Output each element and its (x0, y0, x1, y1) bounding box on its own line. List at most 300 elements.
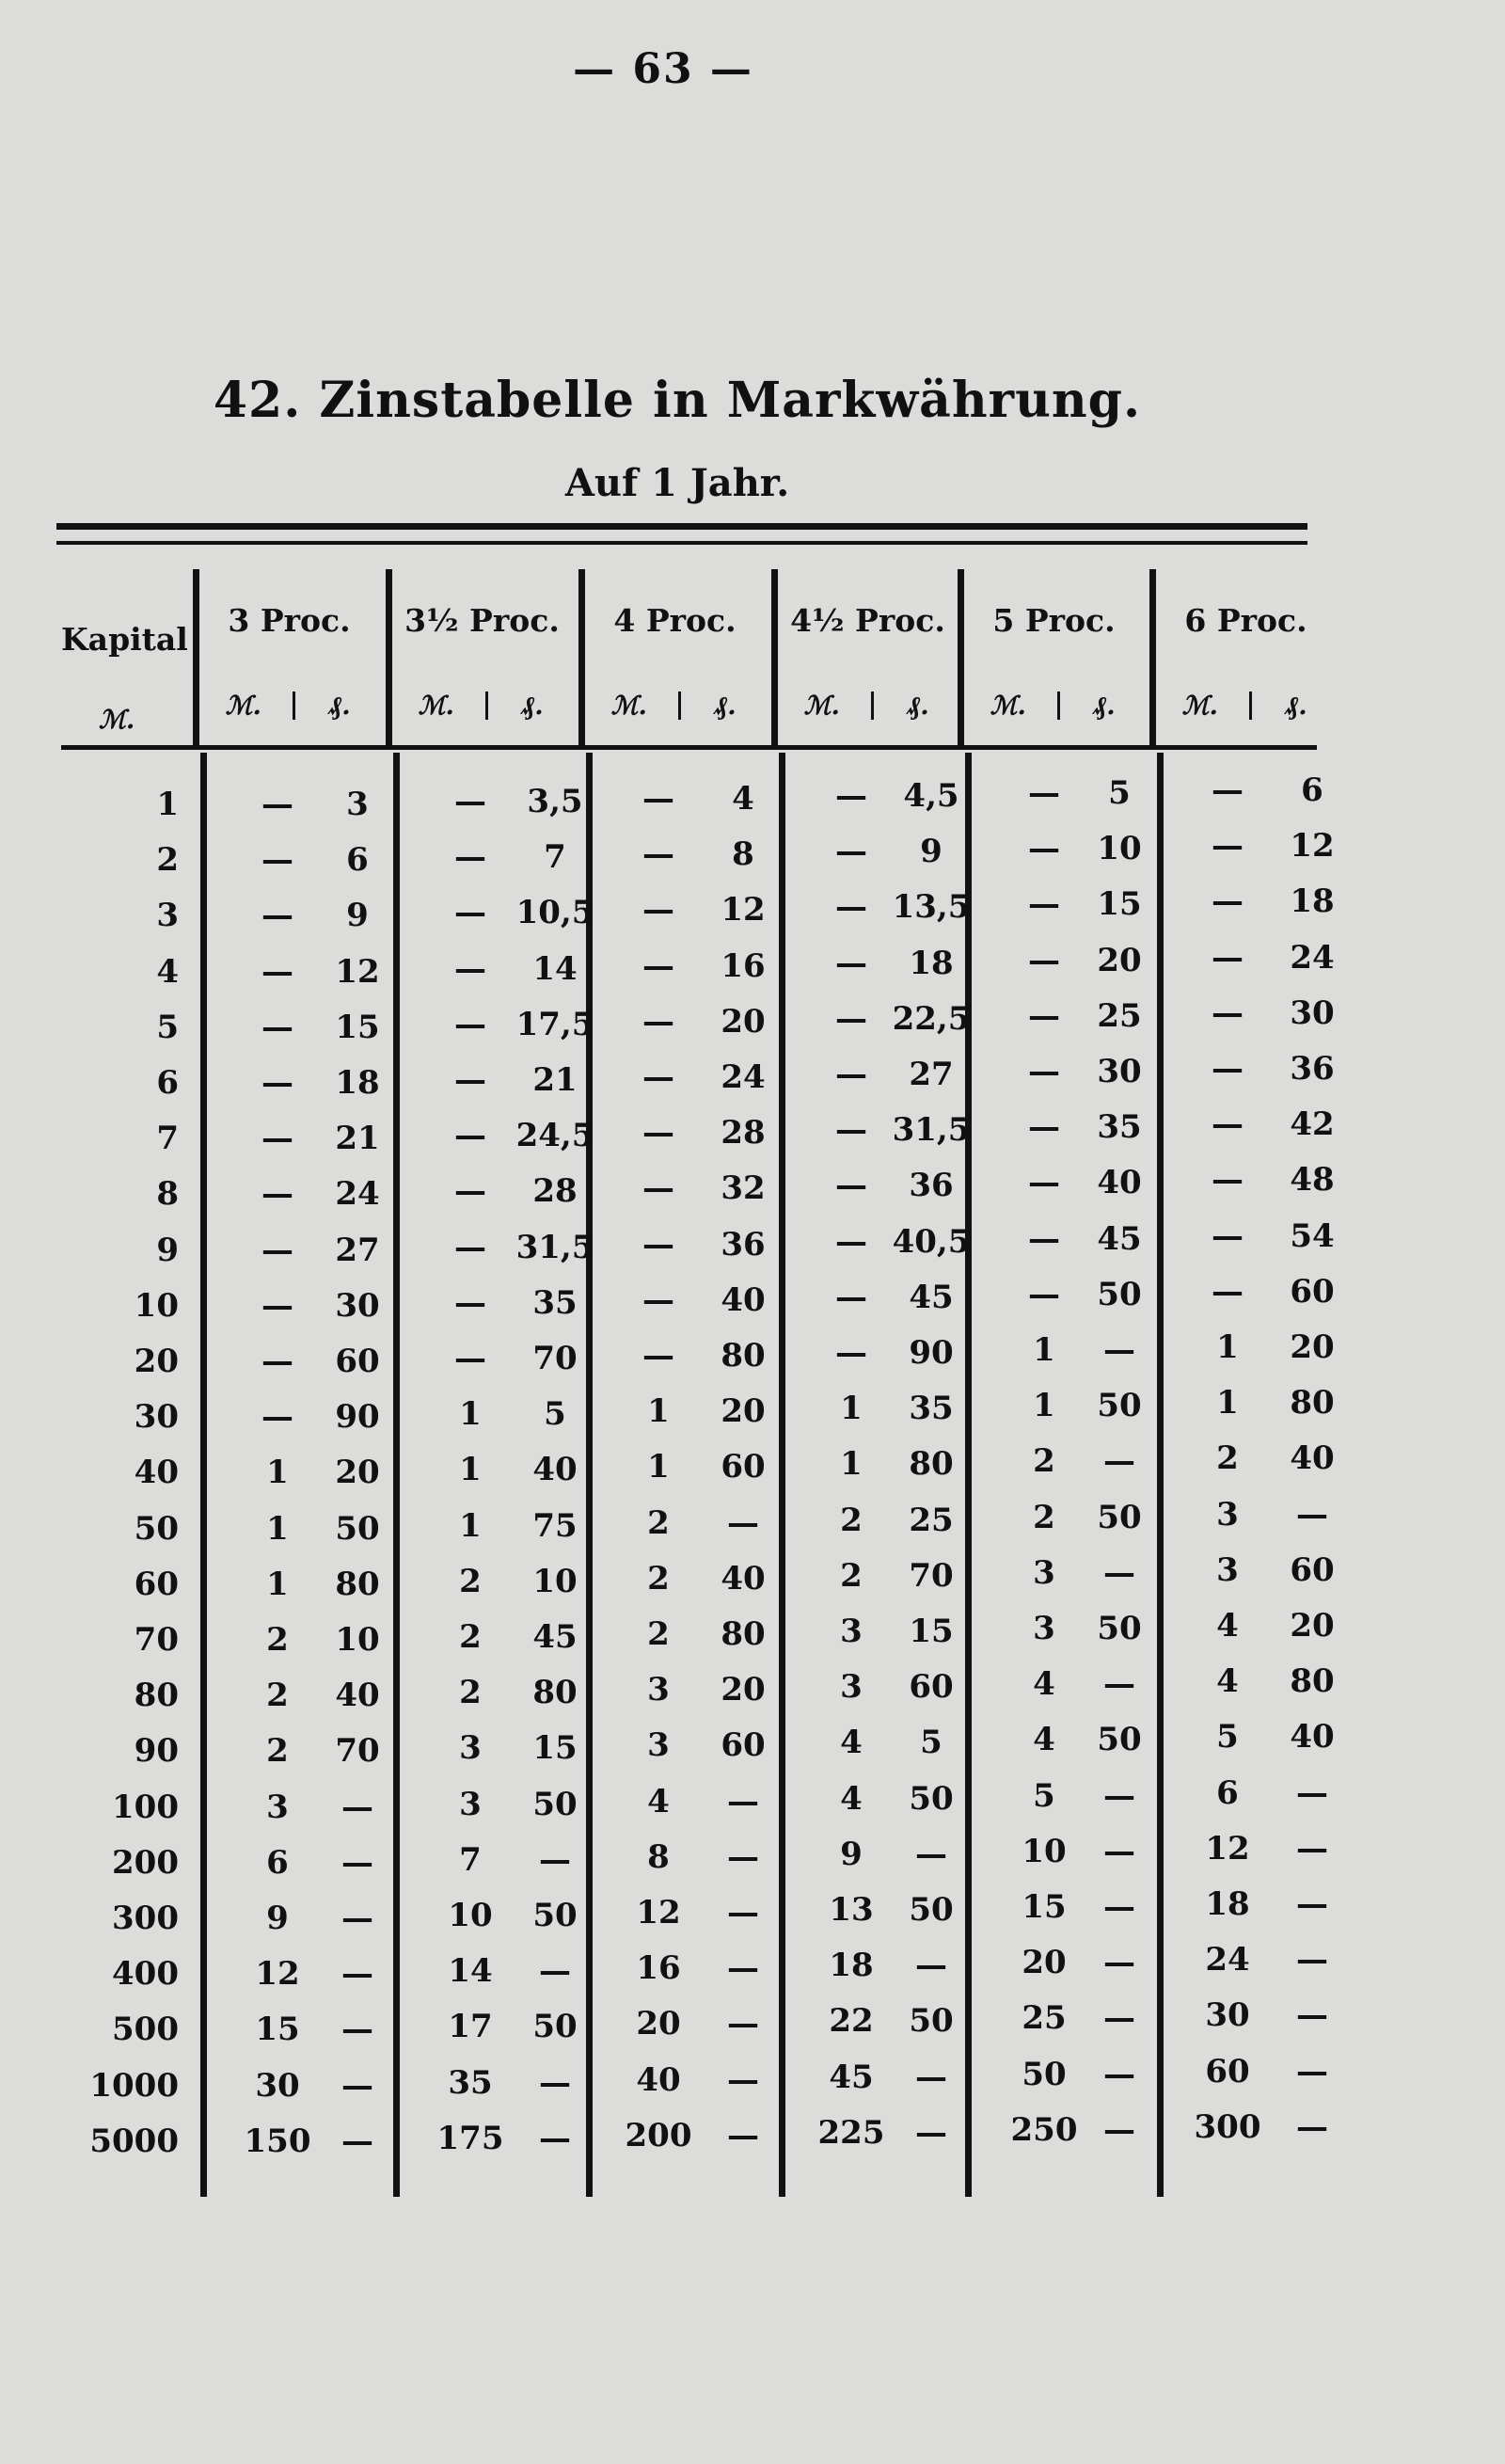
pfennig-cell: 3 (346, 786, 369, 823)
mark-cell: 250 (1010, 2110, 1078, 2149)
pfennig-cell: 20 (721, 1002, 766, 1041)
pfennig-cell: 60 (1290, 1272, 1335, 1311)
mark-cell: — (835, 999, 867, 1038)
mark-cell: 15 (1022, 1888, 1067, 1926)
mark-cell: 60 (1205, 2052, 1250, 2090)
pfennig-cell: 7 (544, 838, 566, 877)
pfennig-cell: 40,5 (892, 1222, 971, 1261)
pfennig-cell: 12 (1290, 827, 1335, 866)
pfennig-cell: 50 (1097, 1498, 1142, 1536)
mark-cell: — (261, 1008, 293, 1046)
pfennig-cell: 40 (1290, 1718, 1335, 1757)
pfennig-cell: — (341, 1788, 373, 1826)
column-header-label: 3½ Proc. (404, 602, 560, 639)
unit-pfennig: ₰. (1093, 692, 1116, 721)
group-divider-header (1149, 569, 1156, 748)
mark-cell: 1 (459, 1506, 482, 1545)
pfennig-cell: 80 (335, 1565, 380, 1603)
mark-cell: — (1212, 827, 1244, 866)
pfennig-cell: 31,5 (892, 1111, 971, 1150)
pfennig-cell: 24 (1290, 938, 1335, 977)
mark-cell: 3 (840, 1613, 863, 1650)
pfennig-cell: — (1103, 1944, 1135, 1982)
table-title: 42. Zinstabelle in Markwährung. (213, 372, 1142, 429)
mark-cell: 5 (1033, 1776, 1055, 1815)
capital-header: Kapital (61, 621, 188, 658)
pfennig-cell: 40 (1097, 1164, 1142, 1202)
mark-cell: 2 (647, 1615, 670, 1653)
pfennig-cell: — (727, 1894, 759, 1931)
pfennig-cell: 18 (909, 944, 954, 982)
pfennig-cell: 70 (335, 1732, 380, 1771)
mark-cell: 45 (829, 2058, 874, 2096)
mark-cell: — (454, 1061, 486, 1099)
pfennig-cell: 80 (721, 1337, 766, 1375)
pfennig-cell: 50 (1097, 1610, 1142, 1647)
mark-cell: 1 (1033, 1387, 1055, 1425)
pfennig-cell: — (1103, 1331, 1135, 1369)
header-rule (61, 745, 1317, 750)
pfennig-cell: 80 (1290, 1662, 1335, 1701)
pfennig-cell: 20 (721, 1392, 766, 1431)
pfennig-cell: 60 (721, 1448, 766, 1486)
pfennig-cell: 50 (909, 1891, 954, 1929)
pfennig-cell: 21 (532, 1061, 578, 1099)
pfennig-cell: 30 (1290, 994, 1335, 1032)
pfennig-cell: — (539, 2119, 571, 2157)
pfennig-cell: 9 (346, 897, 369, 935)
mark-cell: — (835, 1056, 867, 1093)
mark-cell: — (454, 1228, 486, 1266)
mark-cell: 2 (840, 1501, 863, 1539)
mark-cell: — (1212, 1216, 1244, 1255)
mark-cell: 1 (459, 1451, 482, 1489)
mark-cell: 17 (448, 2008, 493, 2046)
mark-cell: — (454, 949, 486, 988)
mark-cell: 2 (459, 1618, 482, 1656)
pfennig-cell: 70 (532, 1340, 578, 1377)
pfennig-cell: 6 (346, 841, 369, 880)
group-divider-header (578, 569, 585, 748)
mark-cell: — (1028, 996, 1060, 1035)
mark-cell: — (261, 786, 293, 823)
pfennig-cell: 8 (732, 835, 754, 874)
mark-cell: — (261, 1120, 293, 1158)
mark-cell: 150 (244, 2122, 311, 2160)
mark-cell: — (835, 833, 867, 871)
mark-cell: — (835, 1111, 867, 1150)
mark-cell: — (835, 1167, 867, 1205)
mark-cell: 5 (1216, 1718, 1239, 1757)
unit-mark: ℳ. (990, 692, 1026, 721)
pfennig-cell: 90 (909, 1334, 954, 1372)
capital-unit: ℳ. (99, 706, 135, 735)
mark-cell: 3 (647, 1671, 670, 1709)
pfennig-cell: 15 (909, 1613, 954, 1650)
mark-cell: — (642, 780, 674, 818)
pfennig-cell: 75 (532, 1506, 578, 1545)
mark-cell: — (1028, 1053, 1060, 1090)
pfennig-cell: — (1296, 2107, 1328, 2146)
pfennig-cell: — (727, 1949, 759, 1988)
pfennig-cell: — (539, 1952, 571, 1991)
pfennig-cell: 20 (721, 1671, 766, 1709)
mark-cell: 4 (1033, 1665, 1055, 1704)
mark-cell: — (261, 1398, 293, 1437)
mark-cell: 3 (1216, 1495, 1239, 1534)
mark-cell: 3 (647, 1726, 670, 1765)
mark-cell: 2 (266, 1677, 289, 1715)
mark-cell: — (261, 952, 293, 991)
pfennig-cell: — (1296, 2052, 1328, 2090)
mark-cell: 4 (1216, 1662, 1239, 1701)
mark-cell: — (835, 888, 867, 927)
mark-cell: — (454, 1172, 486, 1211)
mark-cell: 12 (255, 1955, 300, 1994)
pfennig-cell: 40 (532, 1451, 578, 1489)
pfennig-cell: 36 (721, 1225, 766, 1264)
capital-cell: 400 (112, 1955, 179, 1994)
capital-cell: 8 (156, 1175, 179, 1214)
pfennig-cell: — (1103, 1888, 1135, 1926)
capital-cell: 6 (156, 1064, 179, 1102)
pfennig-cell: 80 (532, 1674, 578, 1712)
pfennig-cell: 40 (721, 1559, 766, 1598)
mark-cell: 18 (829, 1947, 874, 1985)
pfennig-cell: 45 (1097, 1219, 1142, 1258)
pfennig-cell: 16 (721, 946, 766, 985)
mark-cell: 1 (840, 1445, 863, 1484)
mark-cell: — (642, 946, 674, 985)
pfennig-cell: — (1103, 1665, 1135, 1704)
capital-cell: 1 (156, 786, 179, 823)
pfennig-cell: — (1103, 1999, 1135, 2038)
pfennig-cell: 5 (1108, 774, 1131, 812)
pfennig-cell: 4,5 (903, 777, 959, 815)
group-divider-body (200, 753, 207, 2197)
unit-pfennig: ₰. (907, 692, 929, 721)
capital-cell: 1000 (89, 2066, 179, 2105)
pfennig-cell: 45 (532, 1618, 578, 1656)
unit-pfennig: ₰. (521, 692, 544, 721)
mark-cell: — (835, 1334, 867, 1372)
pfennig-cell: — (727, 1503, 759, 1542)
unit-divider (678, 692, 681, 720)
pfennig-cell: 12 (721, 891, 766, 930)
pfennig-cell: — (539, 2063, 571, 2102)
pfennig-cell: 50 (532, 2008, 578, 2046)
pfennig-cell: 70 (909, 1556, 954, 1595)
capital-cell: 7 (156, 1120, 179, 1158)
mark-cell: 2 (459, 1674, 482, 1712)
mark-cell: — (642, 1058, 674, 1096)
mark-cell: 30 (1205, 1996, 1250, 2035)
mark-cell: 10 (448, 1897, 493, 1934)
mark-cell: — (642, 1114, 674, 1153)
mark-cell: 1 (459, 1395, 482, 1434)
mark-cell: — (1212, 994, 1244, 1032)
unit-mark: ℳ. (610, 692, 647, 721)
unit-mark: ℳ. (418, 692, 454, 721)
pfennig-cell: — (727, 2116, 759, 2154)
mark-cell: — (1028, 1108, 1060, 1147)
mark-cell: — (1028, 941, 1060, 979)
pfennig-cell: 60 (909, 1668, 954, 1707)
capital-cell: 3 (156, 897, 179, 935)
mark-cell: — (1212, 882, 1244, 921)
unit-divider (293, 692, 295, 720)
mark-cell: 3 (459, 1729, 482, 1768)
mark-cell: — (454, 838, 486, 877)
mark-cell: 1 (647, 1392, 670, 1431)
mark-cell: 50 (1022, 2055, 1067, 2093)
unit-pfennig: ₰. (328, 692, 351, 721)
mark-cell: 9 (840, 1835, 863, 1873)
mark-cell: 1 (266, 1565, 289, 1603)
column-header-label: 4 Proc. (613, 602, 737, 639)
mark-cell: 1 (840, 1390, 863, 1428)
mark-cell: — (454, 894, 486, 932)
pfennig-cell: 9 (920, 833, 943, 871)
mark-cell: 24 (1205, 1941, 1250, 1979)
unit-divider (871, 692, 874, 720)
mark-cell: — (261, 1064, 293, 1102)
mark-cell: — (261, 1286, 293, 1325)
mark-cell: — (1028, 830, 1060, 868)
pfennig-cell: 36 (909, 1167, 954, 1205)
pfennig-cell: — (341, 1955, 373, 1994)
pfennig-cell: — (1296, 1885, 1328, 1923)
pfennig-cell: — (1103, 1442, 1135, 1481)
pfennig-cell: 80 (1290, 1384, 1335, 1423)
mark-cell: — (1028, 1164, 1060, 1202)
pfennig-cell: 15 (335, 1008, 380, 1046)
pfennig-cell: 50 (532, 1785, 578, 1823)
mark-cell: — (261, 897, 293, 935)
mark-cell: 4 (1033, 1721, 1055, 1759)
mark-cell: 2 (459, 1562, 482, 1600)
mark-cell: — (835, 1222, 867, 1261)
mark-cell: 12 (636, 1894, 681, 1931)
pfennig-cell: — (1296, 1996, 1328, 2035)
mark-cell: — (642, 1225, 674, 1264)
mark-cell: 2 (1216, 1439, 1239, 1478)
capital-cell: 9 (156, 1231, 179, 1269)
mark-cell: 2 (840, 1556, 863, 1595)
pfennig-cell: 50 (909, 1779, 954, 1818)
pfennig-cell: 50 (909, 2002, 954, 2041)
mark-cell: 3 (840, 1668, 863, 1707)
mark-cell: — (1028, 1219, 1060, 1258)
mark-cell: 13 (829, 1891, 874, 1929)
mark-cell: 7 (459, 1840, 482, 1879)
pfennig-cell: — (1296, 1773, 1328, 1812)
pfennig-cell: 14 (532, 949, 578, 988)
mark-cell: — (642, 835, 674, 874)
mark-cell: 20 (636, 2005, 681, 2043)
mark-cell: — (454, 1283, 486, 1322)
capital-cell: 4 (156, 952, 179, 991)
pfennig-cell: 27 (335, 1231, 380, 1269)
mark-cell: 4 (1216, 1607, 1239, 1645)
pfennig-cell: 54 (1290, 1216, 1335, 1255)
capital-cell: 5000 (89, 2122, 179, 2160)
pfennig-cell: 30 (335, 1286, 380, 1325)
pfennig-cell: — (341, 2066, 373, 2105)
pfennig-cell: 25 (1097, 996, 1142, 1035)
pfennig-cell: — (1103, 2110, 1135, 2149)
unit-mark: ℳ. (803, 692, 840, 721)
mark-cell: 6 (266, 1843, 289, 1882)
mark-cell: — (642, 1002, 674, 1041)
mark-cell: 35 (448, 2063, 493, 2102)
mark-cell: — (1212, 1272, 1244, 1311)
mark-cell: — (642, 1169, 674, 1208)
pfennig-cell: — (727, 2005, 759, 2043)
capital-cell: 40 (134, 1454, 179, 1492)
mark-cell: — (642, 1337, 674, 1375)
pfennig-cell: 24,5 (515, 1117, 594, 1155)
mark-cell: — (835, 1278, 867, 1316)
pfennig-cell: 24 (335, 1175, 380, 1214)
pfennig-cell: 28 (532, 1172, 578, 1211)
mark-cell: — (835, 777, 867, 815)
pfennig-cell: 80 (909, 1445, 954, 1484)
mark-cell: — (454, 1117, 486, 1155)
mark-cell: 18 (1205, 1885, 1250, 1923)
mark-cell: 12 (1205, 1829, 1250, 1868)
mark-cell: — (1028, 885, 1060, 924)
pfennig-cell: 50 (1097, 1387, 1142, 1425)
capital-cell: 80 (134, 1677, 179, 1715)
mark-cell: 225 (817, 2113, 885, 2152)
mark-cell: 2 (266, 1621, 289, 1659)
pfennig-cell: 4 (732, 780, 754, 818)
pfennig-cell: — (341, 2011, 373, 2049)
pfennig-cell: — (341, 1843, 373, 1882)
pfennig-cell: 15 (1097, 885, 1142, 924)
mark-cell: — (261, 1343, 293, 1380)
group-divider-header (193, 569, 199, 748)
top-rule-thin (56, 541, 1307, 545)
mark-cell: 2 (1033, 1442, 1055, 1481)
pfennig-cell: — (1103, 1776, 1135, 1815)
pfennig-cell: — (341, 1900, 373, 1937)
capital-cell: 500 (112, 2011, 179, 2049)
unit-mark: ℳ. (225, 692, 261, 721)
pfennig-cell: — (1103, 1832, 1135, 1870)
mark-cell: 4 (840, 1779, 863, 1818)
capital-cell: 60 (134, 1565, 179, 1603)
mark-cell: 9 (266, 1900, 289, 1937)
pfennig-cell: 48 (1290, 1161, 1335, 1200)
pfennig-cell: 50 (532, 1897, 578, 1934)
pfennig-cell: 42 (1290, 1105, 1335, 1144)
pfennig-cell: 32 (721, 1169, 766, 1208)
pfennig-cell: 20 (1290, 1607, 1335, 1645)
mark-cell: 3 (1216, 1550, 1239, 1589)
mark-cell: 4 (840, 1724, 863, 1762)
pfennig-cell: 18 (335, 1064, 380, 1102)
pfennig-cell: 40 (335, 1677, 380, 1715)
mark-cell: 175 (436, 2119, 504, 2157)
mark-cell: 25 (1022, 1999, 1067, 2038)
pfennig-cell: 22,5 (892, 999, 971, 1038)
mark-cell: 40 (636, 2060, 681, 2099)
mark-cell: — (261, 1175, 293, 1214)
pfennig-cell: 35 (909, 1390, 954, 1428)
group-divider-header (386, 569, 392, 748)
pfennig-cell: — (727, 1837, 759, 1876)
pfennig-cell: — (727, 1782, 759, 1820)
capital-cell: 100 (112, 1788, 179, 1826)
mark-cell: 1 (1033, 1331, 1055, 1369)
pfennig-cell: — (1103, 2055, 1135, 2093)
capital-cell: 90 (134, 1732, 179, 1771)
pfennig-cell: 80 (721, 1615, 766, 1653)
mark-cell: 6 (1216, 1773, 1239, 1812)
pfennig-cell: 90 (335, 1398, 380, 1437)
pfennig-cell: — (915, 2058, 947, 2096)
column-header-label: 5 Proc. (992, 602, 1116, 639)
pfennig-cell: 20 (1097, 941, 1142, 979)
capital-cell: 20 (134, 1343, 179, 1380)
group-divider-header (958, 569, 964, 748)
mark-cell: 2 (647, 1559, 670, 1598)
mark-cell: — (454, 1005, 486, 1043)
pfennig-cell: 20 (335, 1454, 380, 1492)
capital-cell: 30 (134, 1398, 179, 1437)
page-number: — 63 — (573, 45, 753, 93)
unit-divider (1249, 692, 1252, 720)
pfennig-cell: 45 (909, 1278, 954, 1316)
pfennig-cell: — (1296, 1941, 1328, 1979)
mark-cell: — (1212, 1105, 1244, 1144)
pfennig-cell: 5 (920, 1724, 943, 1762)
mark-cell: 30 (255, 2066, 300, 2105)
mark-cell: 1 (266, 1454, 289, 1492)
pfennig-cell: 10,5 (515, 894, 594, 932)
pfennig-cell: — (1296, 1829, 1328, 1868)
mark-cell: — (1212, 771, 1244, 809)
pfennig-cell: 40 (721, 1280, 766, 1319)
pfennig-cell: 5 (544, 1395, 566, 1434)
mark-cell: — (261, 1231, 293, 1269)
pfennig-cell: 10 (1097, 830, 1142, 868)
mark-cell: 3 (1033, 1610, 1055, 1647)
pfennig-cell: 20 (1290, 1328, 1335, 1366)
mark-cell: — (454, 783, 486, 820)
mark-cell: — (1212, 938, 1244, 977)
mark-cell: 1 (1216, 1384, 1239, 1423)
pfennig-cell: 35 (532, 1283, 578, 1322)
mark-cell: 200 (625, 2116, 692, 2154)
pfennig-cell: — (341, 2122, 373, 2160)
unit-pfennig: ₰. (1285, 692, 1307, 721)
capital-cell: 200 (112, 1843, 179, 1882)
mark-cell: 1 (1216, 1328, 1239, 1366)
pfennig-cell: 25 (909, 1501, 954, 1539)
pfennig-cell: 60 (1290, 1550, 1335, 1589)
pfennig-cell: 60 (721, 1726, 766, 1765)
pfennig-cell: — (1103, 1553, 1135, 1592)
mark-cell: 15 (255, 2011, 300, 2049)
pfennig-cell: — (915, 1947, 947, 1985)
table-subtitle: Auf 1 Jahr. (564, 461, 790, 505)
pfennig-cell: — (727, 2060, 759, 2099)
pfennig-cell: 24 (721, 1058, 766, 1096)
pfennig-cell: 10 (532, 1562, 578, 1600)
